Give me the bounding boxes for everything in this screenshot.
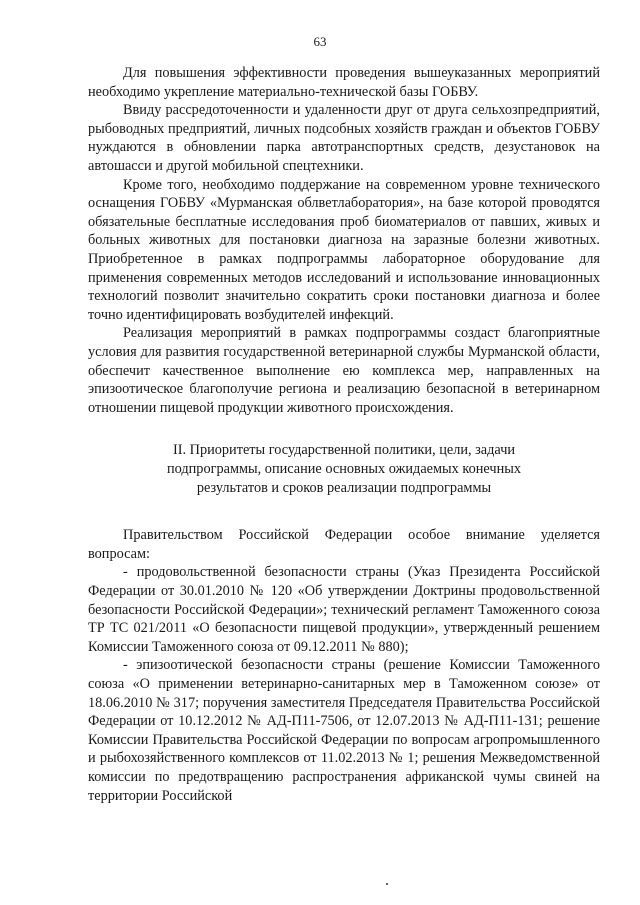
list-item-epizootic-security: - эпизоотической безопасности страны (решение Комиссии Таможенного союза «О применении ветеринарно-санитарных мер в Таможенном союзе» от 18.06.2010 № 317; поручения заместителя Председателя Правительства Российской Федерации от 10.12.2012 № АД-П11-7506, от 12.07.2013 № АД-П11-131; решение Комиссии Правительства Российской Федерации по вопросам агропромышленного и рыбохозяйственного комплексов от 11.02.2013 № 1; решения Межведомственной комиссии по предотвращению распространения африканской чумы свиней на территории Российской (88, 657, 600, 804)
paragraph-implementation: Реализация мероприятий в рамках подпрограммы создаст благоприятные условия для развития государственной ветеринарной службы Мурманской области, обеспечит качественное выполнение ею комплекса мер, направленных на эпизоотическое благополучие региона и реализацию безопасной в ветеринарном отношении пищевой продукции животного происхождения. (88, 325, 600, 416)
scan-dot (386, 883, 388, 885)
section-heading-line: подпрограммы, описание основных ожидаемых конечных (166, 461, 521, 478)
page-number: 63 (313, 34, 327, 49)
paragraph-vehicle-fleet: Ввиду рассредоточенности и удаленности друг от друга сельхозпредприятий, рыбоводных предприятий, личных подсобных хозяйств граждан и объектов ГОБВУ нуждаются в обновлении парка автотранспортных средств, дезустановок на автошасси и другой мобильной спецтехники. (88, 102, 600, 174)
section-heading-line: II. Приоритеты государственной политики, цели, задачи (172, 442, 516, 459)
list-item-food-security: - продовольственной безопасности страны (Указ Президента Российской Федерации от 30.01.2010 № 120 «Об утверждении Доктрины продовольственной безопасности Российской Федерации»; технический регламент Таможенного союза ТР ТС 021/2011 «О безопасности пищевой продукции», утвержденный решением Комиссии Таможенного союза от 09.12.2011 № 880); (88, 564, 600, 655)
paragraph-equipment-base: Для повышения эффективности проведения вышеуказанных мероприятий необходимо укрепление материально-технической базы ГОБВУ. (88, 65, 600, 100)
paragraph-government-attention: Правительством Российской Федерации особое внимание уделяется вопросам: (88, 527, 600, 562)
section-heading (88, 441, 600, 498)
paragraph-laboratory: Кроме того, необходимо поддержание на современном уровне технического оснащения ГОБВУ «Мурманская облветлаборатория», на базе которой проводятся обязательные бесплатные исследования проб биоматериалов от павших, живых и больных животных для постановки диагноза на заразные болезни животных. Приобретенное в рамках подпрограммы лабораторное оборудование для применения современных методов исследований и использование инновационных технологий позволит значительно сократить сроки постановки диагноза и более точно идентифицировать возбудителей инфекций. (88, 176, 600, 323)
section-heading-line: результатов и сроков реализации подпрограммы (196, 480, 492, 497)
document-body (88, 64, 600, 805)
